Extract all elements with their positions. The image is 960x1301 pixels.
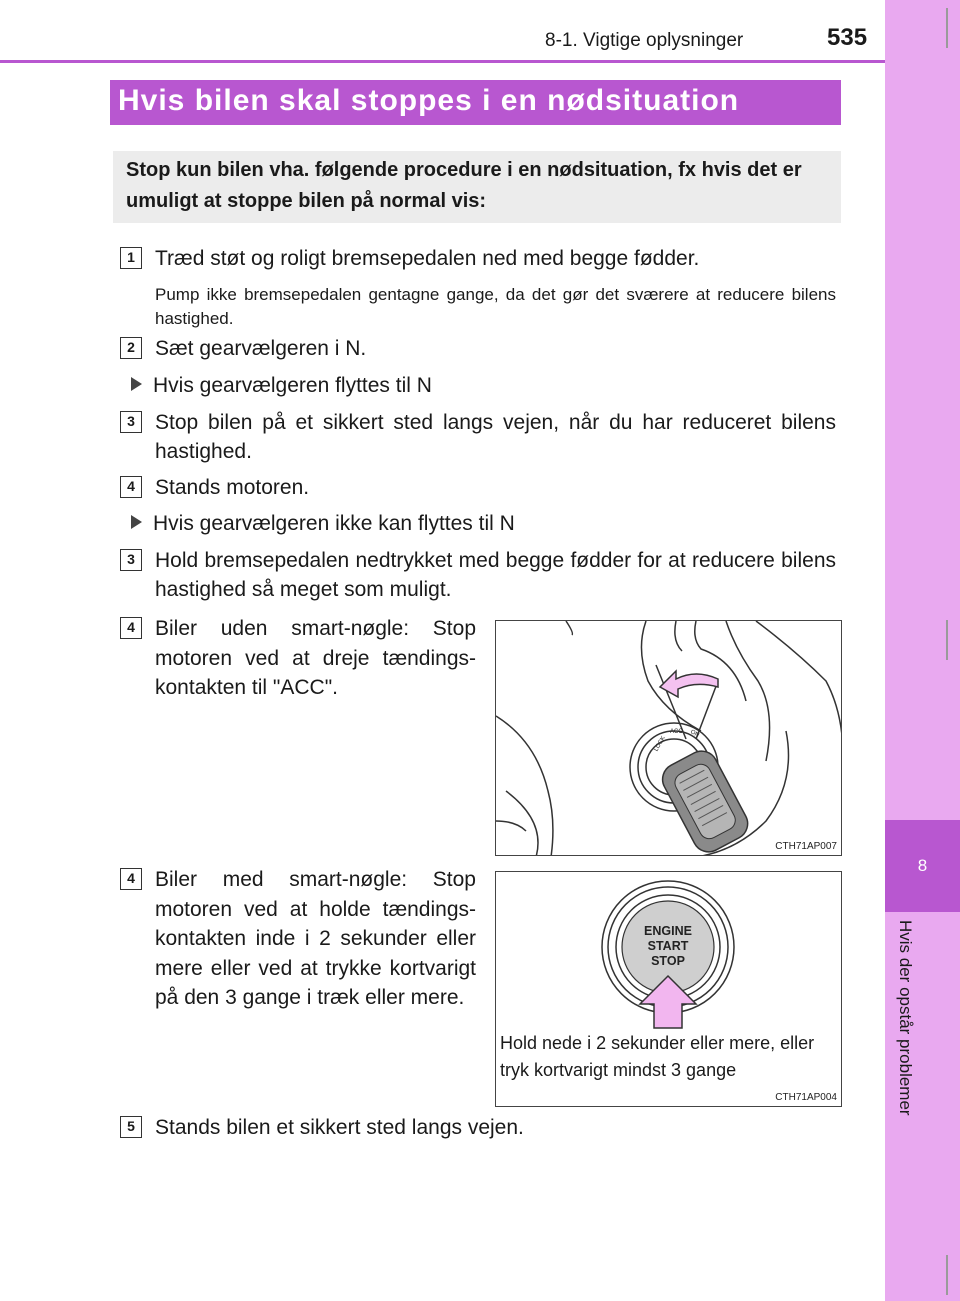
engine-start-button-figure xyxy=(495,871,842,1107)
crop-mark xyxy=(946,8,948,48)
key-label-lock: LOCK xyxy=(653,735,667,753)
key-label-on: ON xyxy=(689,729,700,739)
step-number-badge: 5 xyxy=(120,1116,142,1138)
step-number-badge: 3 xyxy=(120,549,142,571)
step-text: Træd støt og roligt bremsepedalen ned med begge fødder. xyxy=(155,247,700,270)
section-title: 8-1. Vigtige oplysninger xyxy=(545,30,744,51)
chapter-number: 8 xyxy=(885,820,960,912)
header-rule xyxy=(0,60,885,63)
step-number-badge: 4 xyxy=(120,868,142,890)
step-text: Biler med smart-nøgle: Stop motoren ved at holde tændings-kontakten inde i 2 sekunder eller mere eller ved at trykke kortvarigt på den 3 gange i træk eller mere. xyxy=(155,868,476,1009)
step-text: Stop bilen på et sikkert sted langs vejen, når du har reduceret bilens hastighed. xyxy=(155,411,836,463)
condition-heading xyxy=(131,371,432,400)
condition-text: Hvis gearvælgeren flyttes til N xyxy=(153,374,432,397)
page-heading: Hvis bilen skal stoppes i en nødsituation xyxy=(110,80,841,125)
triangle-bullet-icon xyxy=(131,515,142,529)
crop-mark xyxy=(946,620,948,660)
step-text: Sæt gearvælgeren i N. xyxy=(155,337,367,360)
step-text: Biler uden smart-nøgle: Stop motoren ved at dreje tændings-kontakten til "ACC". xyxy=(155,617,476,699)
step-number-badge: 3 xyxy=(120,411,142,433)
ignition-key-illustration xyxy=(496,621,842,856)
step-number-badge: 4 xyxy=(120,617,142,639)
triangle-bullet-icon xyxy=(131,377,142,391)
step-text: Hold bremsepedalen nedtrykket med begge fødder for at reducere bilens hastighed så meget som muligt. xyxy=(155,549,836,601)
step-text: Stands motoren. xyxy=(155,476,310,499)
intro-box: Stop kun bilen vha. følgende procedure i en nødsituation, fx hvis det er umuligt at stoppe bilen på normal vis: xyxy=(113,151,841,223)
step-number-badge: 1 xyxy=(120,247,142,269)
page-number: 535 xyxy=(827,24,868,51)
figure-caption: Hold nede i 2 sekunder eller mere, eller tryk kortvarigt mindst 3 gange xyxy=(500,1033,815,1080)
condition-heading xyxy=(131,509,515,538)
figure-code: CTH71AP007 xyxy=(775,841,837,852)
step-number-badge: 4 xyxy=(120,476,142,498)
step-text: Stands bilen et sikkert sted langs vejen. xyxy=(155,1116,524,1139)
crop-mark xyxy=(946,1255,948,1295)
start-button-label: ENGINE START STOP xyxy=(644,924,692,968)
ignition-key-figure xyxy=(495,620,842,856)
step-number-badge: 2 xyxy=(120,337,142,359)
condition-text: Hvis gearvælgeren ikke kan flyttes til N xyxy=(153,512,515,535)
key-label-acc: ACC xyxy=(670,729,683,735)
chapter-label: Hvis der opstår problemer xyxy=(896,920,915,1116)
step-note: Pump ikke bremsepedalen gentagne gange, da det gør det sværere at reducere bilens hastighed. xyxy=(155,285,836,328)
figure-code: CTH71AP004 xyxy=(775,1092,837,1103)
